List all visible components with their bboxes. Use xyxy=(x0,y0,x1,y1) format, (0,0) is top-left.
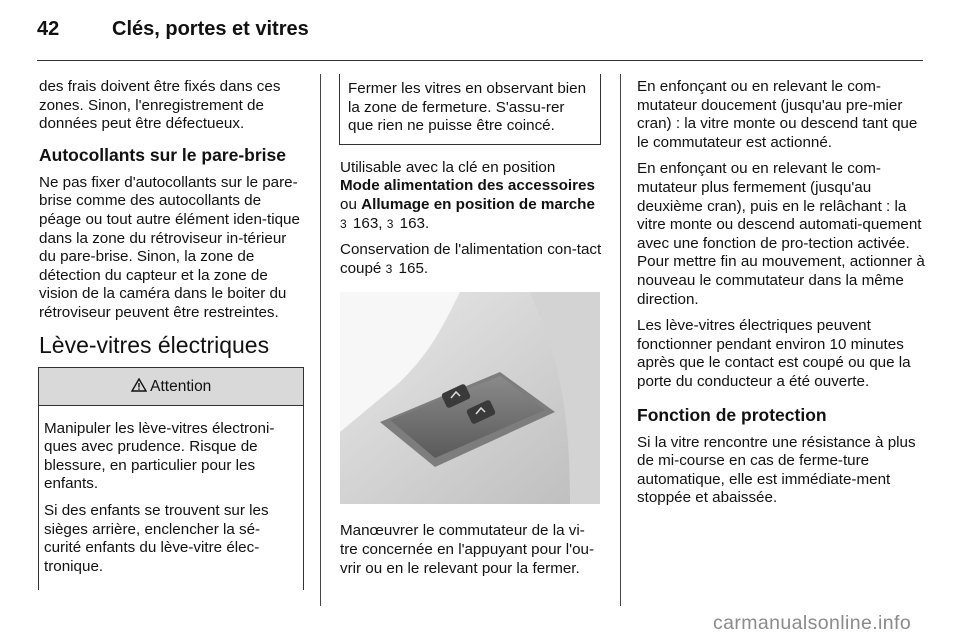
watermark: carmanualsonline.info xyxy=(713,612,912,634)
power-windows-heading: Lève-vitres électriques xyxy=(39,331,270,358)
warning-continuation-box xyxy=(339,74,601,145)
column-middle xyxy=(340,74,602,586)
attention-label: Attention xyxy=(150,377,212,395)
reference-3: 165. xyxy=(398,259,429,277)
page-reference-icon: 3 xyxy=(340,216,347,231)
column-divider-1 xyxy=(320,74,321,606)
warning-triangle-icon xyxy=(131,378,147,392)
usable-text: Utilisable avec la clé en position xyxy=(340,158,556,176)
attention-paragraph-2: Si des enfants se trouvent sur les sièges arrière, enclencher la sé-curité enfants du lève-vitre élec-tronique. xyxy=(44,501,269,575)
reference-2: 163. xyxy=(399,214,430,232)
page-reference-icon: 3 xyxy=(385,261,393,276)
sticker-paragraph: Ne pas fixer d'autocollants sur le pare-brise comme des autocollants de péage ou tout autre élément iden-tique dans la zone du rétroviseur in-térieur du pare-brise. Sinon, la zone de détection du capteur et la zone de vision de la caméra dans le boiter du rétroviseur peuvent être restreintes. xyxy=(39,173,300,321)
column-left xyxy=(39,78,303,590)
or-text: ou xyxy=(340,195,357,213)
warning-continuation-text: Fermer les vitres en observant bien la zone de fermeture. S'assu-rer que rien ne puisse être coincé. xyxy=(348,80,587,135)
usable-paragraph xyxy=(340,159,602,233)
reference-1: 163, xyxy=(352,214,383,232)
window-switch-photo xyxy=(340,292,600,504)
attention-box xyxy=(38,367,304,591)
attention-body xyxy=(39,406,303,591)
protection-heading: Fonction de protection xyxy=(637,404,827,425)
column-right xyxy=(637,78,925,516)
sticker-heading: Autocollants sur le pare-brise xyxy=(39,144,287,165)
attention-header xyxy=(39,367,303,406)
column-divider-2 xyxy=(620,74,621,606)
header-divider xyxy=(37,60,923,61)
door-panel-illustration xyxy=(340,292,600,504)
protection-paragraph: Si la vitre rencontre une résistance à plus de mi-course en cas de ferme-ture automatique, elle est immédiate-ment stoppée et abaissée. xyxy=(637,433,916,507)
section-title: Clés, portes et vitres xyxy=(112,18,309,40)
attention-paragraph-1: Manipuler les lève-vitres électroni-ques avec prudence. Risque de blessure, en particulier pour les enfants. xyxy=(44,419,275,493)
page-reference-icon: 3 xyxy=(386,216,394,231)
page-number: 42 xyxy=(37,18,60,40)
intro-paragraph: des frais doivent être fixés dans ces zones. Sinon, l'enregistrement de données peut être défectueux. xyxy=(39,78,281,133)
page-header xyxy=(37,18,923,58)
photo-caption: Manœuvrer le commutateur de la vi-tre concernée en l'appuyant pour l'ou-vrir ou en le relevant pour la fermer. xyxy=(340,522,595,577)
ignition-on-link: Allumage en position de marche xyxy=(361,195,595,213)
conservation-text: Conservation de l'alimentation con-tact coupé xyxy=(340,241,602,277)
after-ignition-paragraph: Les lève-vitres électriques peuvent fonctionner pendant environ 10 minutes après que le contact est coupé ou que la porte du conducteur a été ouverte. xyxy=(637,317,911,390)
second-notch-paragraph: En enfonçant ou en relevant le com-mutateur plus fermement (jusqu'au deuxième cran), puis en le relâchant : la vitre monte ou descend automati-quement avec une fonction de pro-tection activée. Pour mettre fin au mouvement, actionner à nouveau le commutateur dans la même direction. xyxy=(637,160,925,308)
first-notch-paragraph: En enfonçant ou en relevant le com-mutateur doucement (jusqu'au pre-mier cran) : la vitre monte ou descend tant que le commutateur est actionné. xyxy=(637,78,918,151)
mode-accessories-link: Mode alimentation des accessoires xyxy=(340,177,595,195)
conservation-paragraph xyxy=(340,241,602,278)
